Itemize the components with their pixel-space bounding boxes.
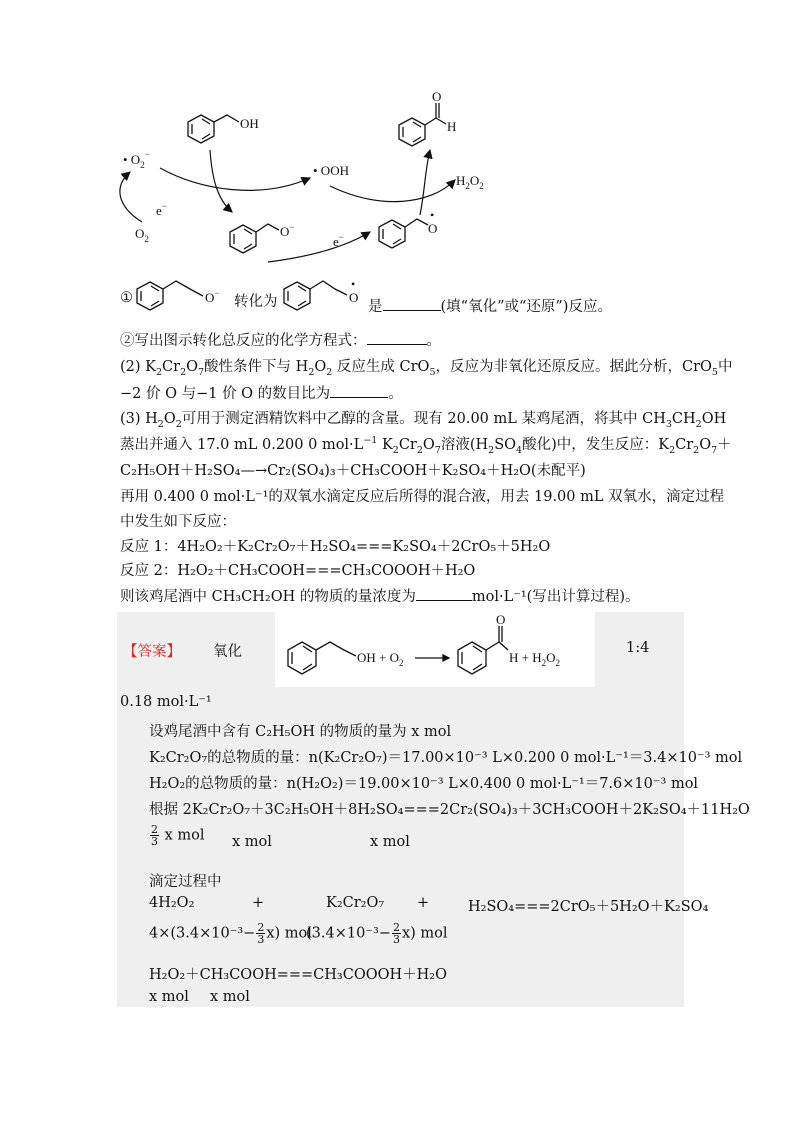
benzyl-alkoxide-structure xyxy=(230,224,279,253)
solution-step-6: 滴定过程中 xyxy=(149,874,222,890)
aldehyde-h: H xyxy=(447,119,457,134)
question-1-after-text: 是 (填“氧化”或“还原”)反应。 xyxy=(368,295,612,316)
q1-radical-o: O xyxy=(349,290,359,305)
oxygen-label: $O_2$ xyxy=(135,226,149,244)
part-3-line-1: (3) $H_2O_2$可用于测定酒精饮料中乙醇的含量。现有 20.00 mL 某鸡尾酒，将其中 $CH_3CH_2OH$ xyxy=(120,411,727,430)
aldehyde-o: O xyxy=(432,89,442,104)
titration-plus-1: + xyxy=(252,895,265,911)
part-3-line-4: 再用 0.400 0 mol·L⁻¹的双氧水滴定反应后所得的混合液，用去 19.00 mL 双氧水，滴定过程 xyxy=(120,489,725,505)
question-1-number: ① xyxy=(120,290,133,306)
titration-plus-2: + xyxy=(417,895,430,911)
part-3-line-2: 蒸出并通入 17.0 mL 0.200 0 $mol\cdot L^{-1}$ $K_2Cr_2O_7$溶液($H_2SO_4$酸化)中，发生反应：$K_2Cr_2O_7+$ xyxy=(120,435,732,456)
solution-step-1: 设鸡尾酒中含有 C₂H₅OH 的物质的量为 x mol xyxy=(149,724,452,740)
radical-dot: • xyxy=(430,208,435,222)
question-2-blank[interactable] xyxy=(367,330,427,345)
fraction-two-thirds: $\frac{2}{3}$ xyxy=(257,921,265,946)
benzaldehyde-structure xyxy=(399,103,446,146)
radical-to-aldehyde-arrow xyxy=(420,150,430,215)
question-1-mid-text: 转化为 xyxy=(234,294,278,310)
part-3-line-8: 则该鸡尾酒中 CH₃CH₂OH 的物质的量浓度为 mol·L⁻¹(写出计算过程)。 xyxy=(120,586,640,607)
solution-step-9: H₂O₂＋CH₃COOH===CH₃COOOH＋H₂O xyxy=(149,967,447,983)
solution-step-8-b: (3.4×10⁻³− $\frac{2}{3}$ x) mol xyxy=(306,921,448,946)
alkoxide-o: O− xyxy=(280,222,295,239)
titration-products: H₂SO₄===2CrO₅＋5H₂O＋K₂SO₄ xyxy=(468,899,709,915)
electron-label-2: e− xyxy=(333,232,344,249)
solution-step-10-b: x mol xyxy=(210,989,250,1005)
answer-tag: 【答案】 xyxy=(123,644,181,660)
answer-eq-left: OH + $O_2$ xyxy=(357,650,404,668)
reaction-2: 反应 2：H₂O₂＋CH₃COOH===CH₃COOOH＋H₂O xyxy=(120,563,476,579)
reaction-cycle-diagram xyxy=(0,0,800,280)
hydroperoxyl-label: • OOH xyxy=(313,163,349,178)
part-2-blank[interactable] xyxy=(330,383,388,398)
hydrogen-peroxide-label: $H_2O_2$ xyxy=(456,173,484,191)
titration-k2cr2o7: K₂Cr₂O₇ xyxy=(326,895,385,911)
part-2-line-1: (2) $K_2Cr_2O_7$酸性条件下与 $H_2O_2$ 反应生成 CrO$_5$，反应为非氧化还原反应。据此分析，CrO$_5$中 xyxy=(120,359,733,378)
fraction-two-thirds: $\frac{2}{3}$ xyxy=(392,921,400,946)
part-3-line-5: 中发生如下反应： xyxy=(120,514,236,530)
solution-step-5-c: x mol xyxy=(370,834,410,850)
fraction-two-thirds: $\frac{2}{3}$ xyxy=(151,823,158,848)
benzyloxy-radical-structure xyxy=(379,219,428,248)
ooh-to-h2o2-arrow xyxy=(330,180,455,202)
answer-equation xyxy=(275,612,595,687)
radical-o: O xyxy=(428,221,438,236)
answer-eq-o: O xyxy=(496,612,506,627)
answer-concentration: 0.18 mol·L⁻¹ xyxy=(120,694,212,710)
solution-step-10-a: x mol xyxy=(149,989,189,1005)
q1-alkoxide-o: O− xyxy=(205,288,220,305)
reaction-1: 反应 1：4H₂O₂＋K₂Cr₂O₇＋H₂SO₄===K₂SO₄＋2CrO₅＋5H₂O xyxy=(120,539,551,555)
part-3-blank[interactable] xyxy=(416,586,472,601)
part-3-line-3: C₂H₅OH＋H₂SO₄—→Cr₂(SO₄)₃＋CH₃COOH＋K₂SO₄＋H₂O(未配平) xyxy=(120,463,586,479)
electron-transfer-arrow xyxy=(120,172,142,222)
solution-step-3: H₂O₂的总物质的量：n(H₂O₂)＝19.00×10⁻³ L×0.400 0 mol·L⁻¹＝7.6×10⁻³ mol xyxy=(149,776,699,792)
deprotonation-arrow xyxy=(210,150,232,212)
titration-h2o2: 4H₂O₂ xyxy=(149,895,195,911)
answer-eq-right: $H + H_2O_2$ xyxy=(509,650,560,668)
solution-step-2: K₂Cr₂O₇的总物质的量：n(K₂Cr₂O₇)＝17.00×10⁻³ L×0.200 0 mol·L⁻¹＝3.4×10⁻³ mol xyxy=(149,750,743,766)
q1-radical-dot: • xyxy=(351,277,356,291)
electron-label-1: e− xyxy=(156,201,167,218)
benzyl-alcohol-oh: OH xyxy=(240,116,259,131)
question-1-blank[interactable] xyxy=(383,296,441,311)
answer-ratio: 1:4 xyxy=(626,640,650,656)
solution-step-8: 4×(3.4×10⁻³− $\frac{2}{3}$ x) mol xyxy=(149,921,312,946)
question-2: ②写出图示转化总反应的化学方程式： 。 xyxy=(120,330,441,351)
superoxide-label: • $O_2^-$ xyxy=(123,149,150,170)
solution-step-5-b: x mol xyxy=(232,834,272,850)
solution-step-5: $\frac{2}{3}$ x mol xyxy=(151,823,205,848)
superoxide-to-ooh-arrow xyxy=(160,168,310,190)
part-2-line-2: −2 价 O 与−1 价 O 的数目比为 。 xyxy=(120,383,403,404)
solution-step-4: 根据 2K₂Cr₂O₇＋3C₂H₅OH＋8H₂SO₄===2Cr₂(SO₄)₃＋3CH₃COOH＋2K₂SO₄＋11H₂O xyxy=(149,802,750,818)
benzyl-alcohol-structure xyxy=(188,115,239,143)
answer-1: 氧化 xyxy=(213,644,242,660)
